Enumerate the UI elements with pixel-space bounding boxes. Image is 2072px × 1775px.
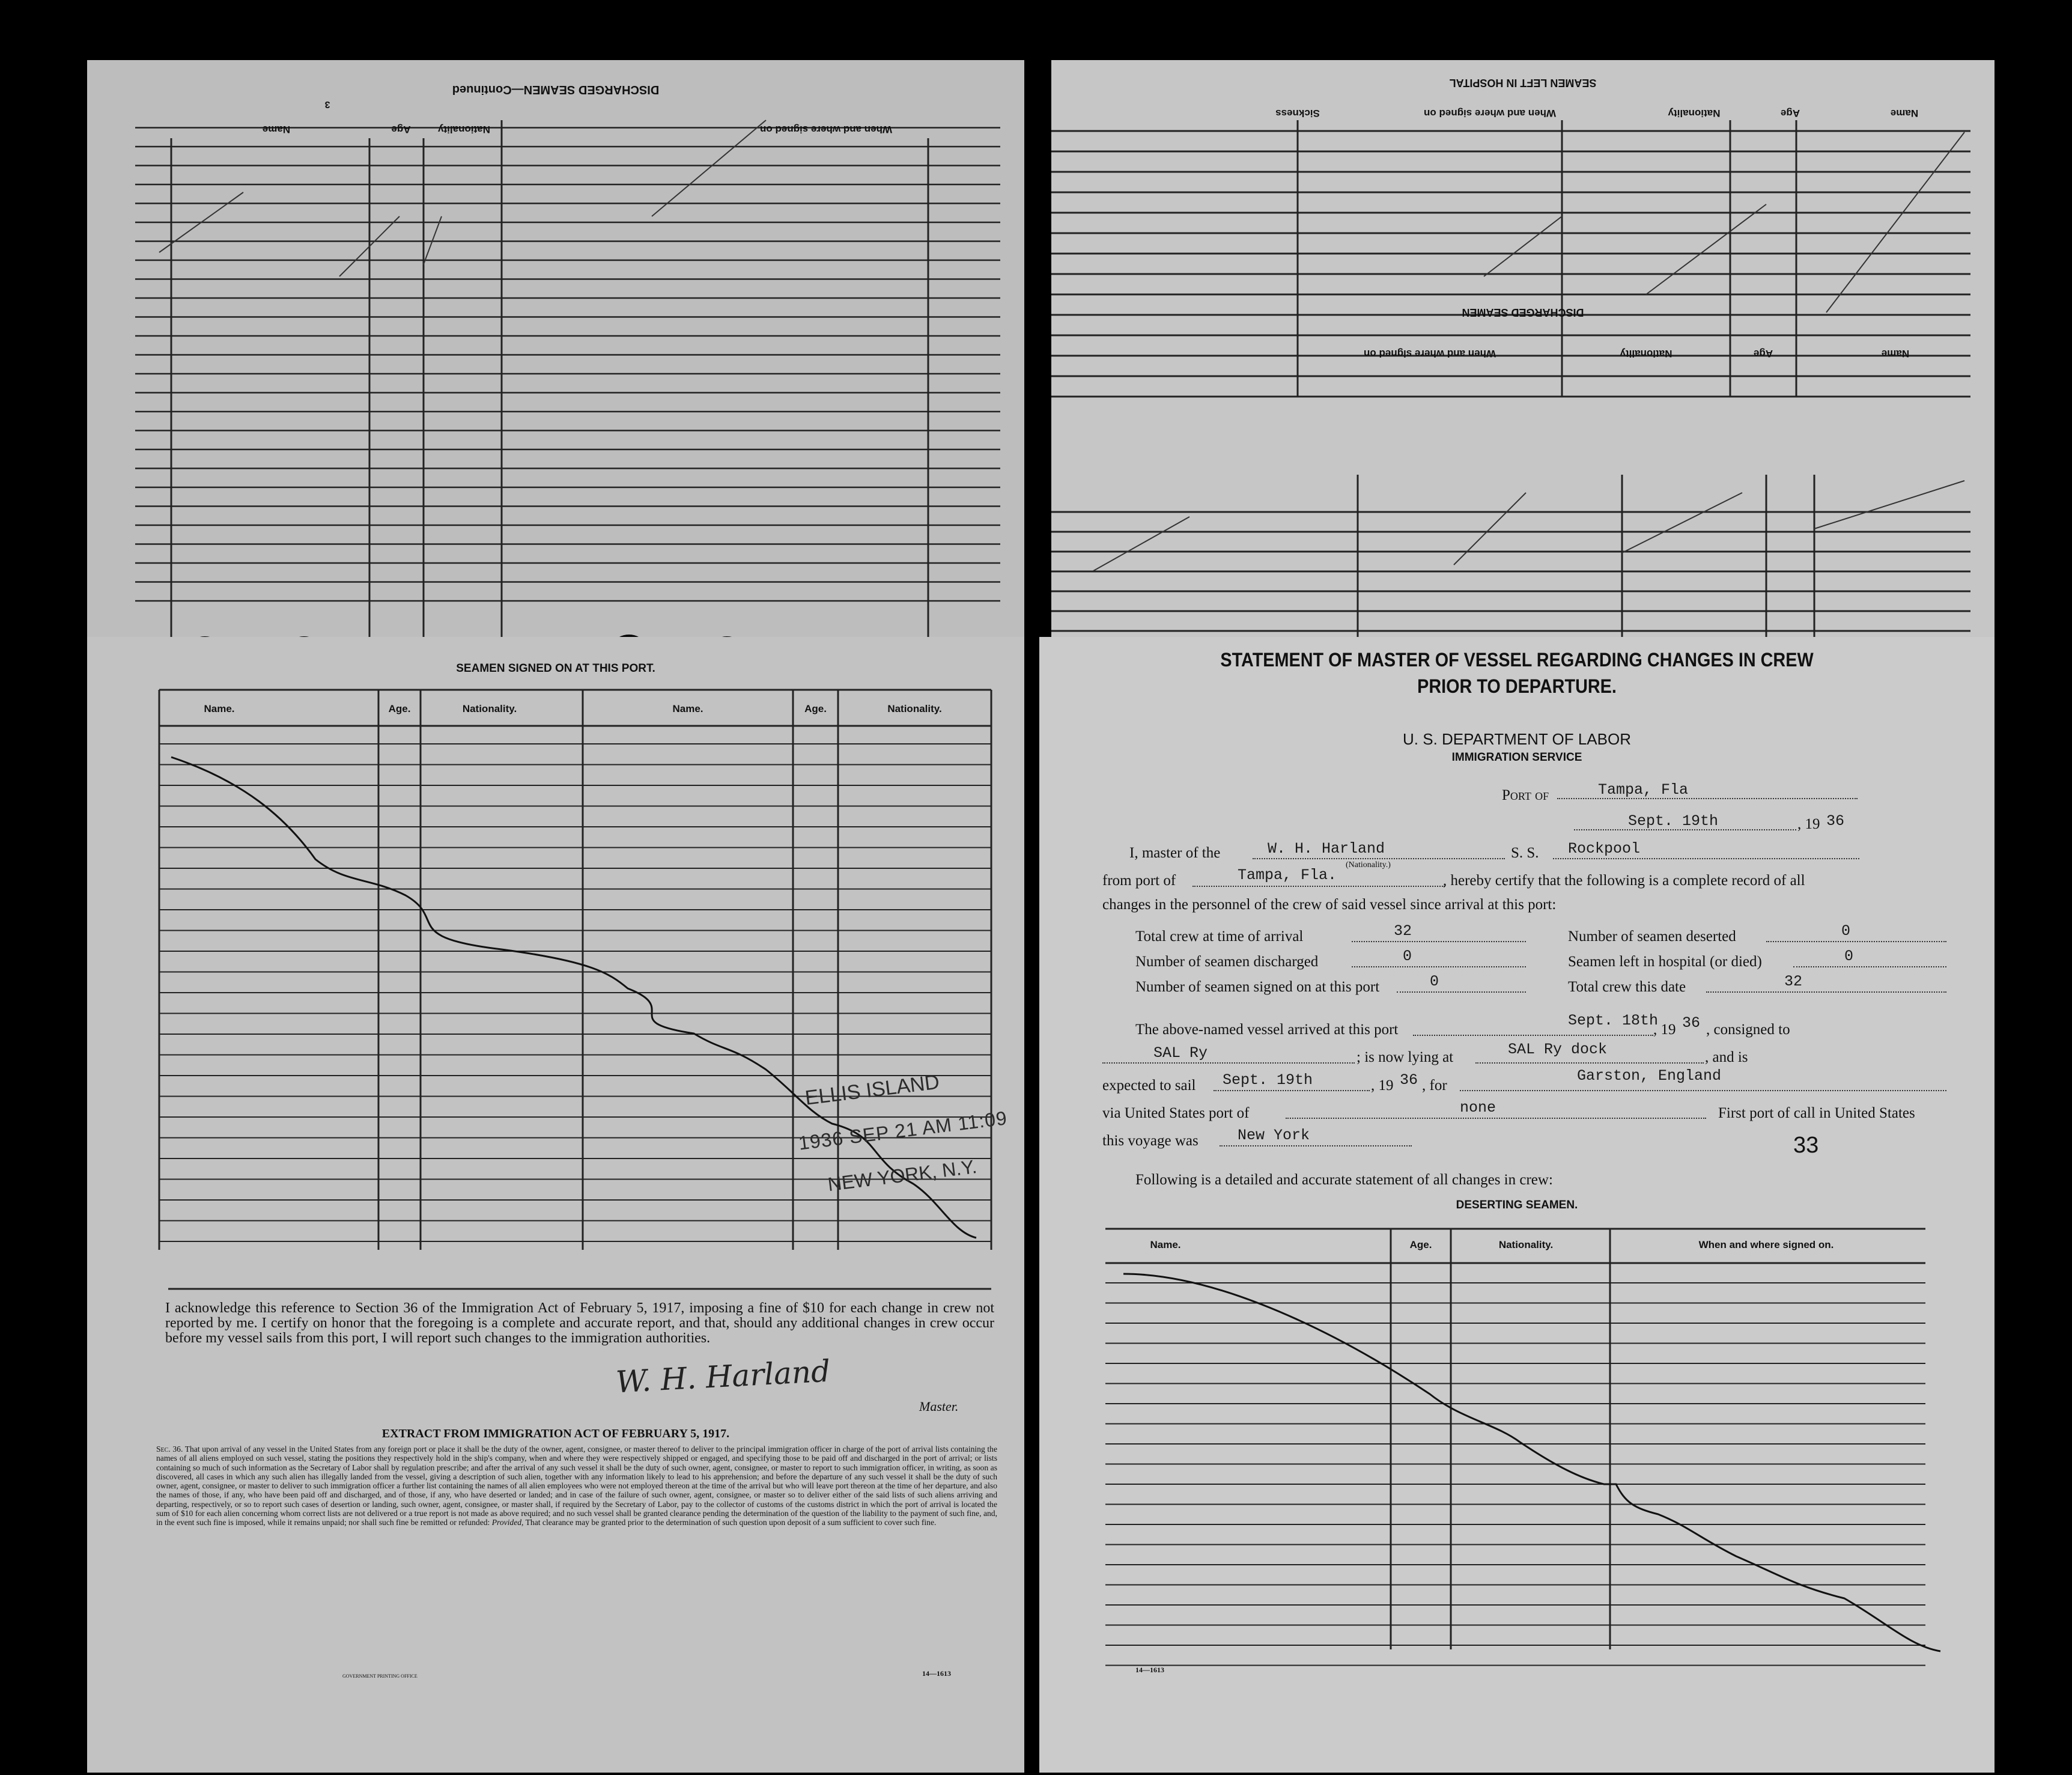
col-header-when-where: When and where signed on (759, 124, 893, 135)
signed-on-title: SEAMEN SIGNED ON AT THIS PORT. (456, 662, 655, 675)
hospital-col-sickness: Sickness (1275, 108, 1320, 119)
cancel-stroke (424, 216, 442, 264)
expected-line (1214, 1090, 1370, 1091)
extract-text (156, 1445, 997, 1527)
stat-value-deserted: 0 (1841, 922, 1851, 940)
voyage-label: this voyage was (1102, 1133, 1199, 1149)
col-header-name: Name (262, 124, 291, 135)
stat-value-total-arrival: 32 (1394, 922, 1412, 940)
col-header-nationality: Nationality (438, 124, 490, 135)
for-label: , for (1422, 1077, 1447, 1094)
ss-label: S. S. (1511, 845, 1539, 861)
stamp-line3: NEW YORK, N.Y. (826, 1155, 978, 1196)
voyage-value: New York (1238, 1127, 1310, 1144)
consigned-label: , consigned to (1706, 1021, 1790, 1038)
stamp-date: 1936 SEP 21 AM 11:09 (797, 1107, 1009, 1154)
page-number: 3 (324, 99, 330, 109)
and-is-label: , and is (1705, 1049, 1748, 1065)
consignee-line (1102, 1062, 1355, 1064)
date-year: 36 (1826, 812, 1845, 830)
port-of-value: Tampa, Fla (1598, 781, 1689, 799)
col-header-age-2: Age. (804, 703, 827, 714)
voyage-line (1220, 1145, 1412, 1146)
stat-line (1397, 991, 1526, 993)
via-line (1286, 1118, 1706, 1119)
acknowledgment-text: I acknowledge this reference to Section 36 of the Immigration Act of February 5, 1917, imposing a fine of $10 for each change in crew not reported by me. I certify on honor that the foregoing is a complete and accurate report, and that, should any additional changes in crew occur before my vessel sails from this port, I will report such changes to the immigration authorities. (165, 1300, 994, 1346)
master-of-label: I, master of the (1129, 845, 1221, 861)
extract-sec: Sec. 36. (156, 1445, 183, 1454)
extract-title: EXTRACT FROM IMMIGRATION ACT OF FEBRUARY 5, 1917. (381, 1427, 730, 1440)
from-port-value: Tampa, Fla. (1238, 866, 1337, 884)
via-label: via United States port of (1102, 1105, 1250, 1121)
stat-value-hospital: 0 (1844, 948, 1854, 965)
via-value: none (1460, 1099, 1496, 1116)
for-value: Garston, England (1577, 1067, 1722, 1085)
col-header-nationality-2: Nationality. (887, 703, 942, 714)
extract-proviso: That clearance may be granted prior to the determination of such question upon deposit of a sum sufficient to cover such fine. (525, 1518, 937, 1527)
stat-label-signed-on: Number of seamen signed on at this port (1135, 979, 1380, 995)
col-header-age: Age (391, 124, 411, 135)
stat-value-total-date: 32 (1784, 973, 1803, 990)
for-line (1460, 1090, 1946, 1091)
deserting-col-age: Age. (1409, 1239, 1432, 1250)
cancel-stroke (1646, 204, 1766, 294)
nationality-hint: (Nationality.) (1346, 860, 1391, 869)
master-label: Master. (919, 1399, 959, 1414)
hospital-col-name: Name (1890, 108, 1919, 119)
stat-line (1766, 941, 1946, 942)
discharged-continued-sheet (87, 60, 1024, 637)
cancel-stroke (1814, 481, 1964, 529)
deserting-col-when-where: When and where signed on. (1698, 1239, 1834, 1250)
stat-label-total-arrival: Total crew at time of arrival (1135, 928, 1304, 945)
stat-line (1352, 941, 1526, 942)
discharged-continued-rules (87, 60, 1024, 637)
date-value: Sept. 19th (1628, 812, 1719, 830)
port-of-label: Port of (1502, 787, 1549, 803)
service-name: IMMIGRATION SERVICE (1451, 751, 1582, 764)
statement-sheet (1039, 637, 1995, 1773)
cancel-curve (1123, 1274, 1940, 1651)
discharged-col-when-where: When and where signed on (1363, 348, 1496, 359)
stat-value-discharged: 0 (1403, 948, 1412, 965)
arrived-year: 36 (1682, 1014, 1701, 1032)
form-number: 14—1613 (1135, 1666, 1164, 1674)
changes-text: changes in the personnel of the crew of said vessel since arrival at this port: (1102, 897, 1557, 913)
discharged-col-name: Name (1881, 348, 1910, 359)
cancel-stroke (1622, 493, 1742, 553)
statement-title-line1: STATEMENT OF MASTER OF VESSEL REGARDING CHANGES IN CREW (1220, 649, 1814, 671)
discharged-title: DISCHARGED SEAMEN (1462, 306, 1584, 318)
handwritten-page-number: 33 (1793, 1133, 1819, 1158)
master-of-line (1253, 858, 1505, 859)
hospital-col-when-where: When and where signed on (1423, 108, 1557, 119)
stamp-line1: ELLIS ISLAND (804, 1070, 941, 1110)
discharged-col-nationality: Nationality (1620, 348, 1672, 359)
expected-label: expected to sail (1102, 1077, 1196, 1094)
discharged-hospital-sheet (1051, 60, 1995, 637)
discharged-col-age: Age (1753, 348, 1773, 359)
from-port-label: from port of (1102, 872, 1176, 889)
lying-line (1475, 1062, 1704, 1064)
form-number: 14—1613 (922, 1669, 951, 1678)
consignee-value: SAL Ry (1153, 1044, 1208, 1062)
stat-label-deserted: Number of seamen deserted (1568, 928, 1736, 945)
arrived-year-prefix: , 19 (1653, 1021, 1676, 1038)
date-year-prefix: , 19 (1797, 816, 1820, 832)
first-port-label: First port of call in United States (1718, 1105, 1915, 1121)
expected-year-prefix: , 19 (1371, 1077, 1394, 1094)
following-text: Following is a detailed and accurate statement of all changes in crew: (1135, 1172, 1553, 1188)
deserting-col-nationality: Nationality. (1498, 1239, 1554, 1250)
ss-value: Rockpool (1568, 840, 1641, 857)
arrived-line (1413, 1035, 1653, 1036)
discharged-continued-title: DISCHARGED SEAMEN—Continued (452, 83, 660, 96)
cancel-stroke (1826, 132, 1964, 312)
deserting-col-name: Name. (1150, 1239, 1181, 1250)
stat-line (1706, 991, 1946, 993)
stat-label-hospital: Seamen left in hospital (or died) (1568, 954, 1762, 970)
stat-value-signed-on: 0 (1430, 973, 1439, 990)
cancel-stroke (1484, 216, 1562, 276)
col-header-name-2: Name. (672, 703, 703, 714)
master-signature: W. H. Harland (615, 1353, 831, 1400)
arrived-label: The above-named vessel arrived at this port (1135, 1021, 1399, 1038)
certify-text: , hereby certify that the following is a complete record of all (1443, 872, 1805, 889)
hospital-col-nationality: Nationality (1668, 108, 1721, 119)
hospital-col-age: Age (1780, 108, 1800, 119)
department-name: U. S. DEPARTMENT OF LABOR (1403, 730, 1631, 748)
statement-title-line2: PRIOR TO DEPARTURE. (1417, 675, 1617, 697)
stat-label-discharged: Number of seamen discharged (1135, 954, 1319, 970)
col-header-name: Name. (204, 703, 235, 714)
arrived-value: Sept. 18th (1568, 1012, 1659, 1029)
lying-value: SAL Ry dock (1508, 1041, 1608, 1058)
expected-year: 36 (1400, 1071, 1418, 1089)
cancel-stroke (1093, 517, 1189, 571)
stat-line (1352, 966, 1526, 967)
expected-value: Sept. 19th (1223, 1071, 1313, 1089)
stat-line (1793, 966, 1946, 967)
cancel-stroke (1454, 493, 1526, 565)
extract-body: That upon arrival of any vessel in the United States from any foreign port or place it shall be the duty of the owner, agent, consignee, or master thereof to deliver to the principal immigration officer in charge of the port of arrival lists containing the names of all aliens employed on such vessel, stating the positions they respectively hold in the ship's company, when and where they were respectively shipped or engaged, and specifying those to be paid off and discharged in the port of arrival; or lists containing so much of such information as the Secretary of Labor shall by regulation prescribe; and after the arrival of any such vessel it shall be the duty of such owner, agent, consignee, or master to report to such immigration officer, in writing, as soon as discovered, all cases in which any such alien has illegally landed from the vessel, giving a description of such alien, together with any information likely to lead to his apprehension; and before the departure of any such vessel it shall be the duty of such owner, agent, consignee, or master to deliver to such immigration officer a further list containing the names of all alien employees who were not employed thereon at the time of the arrival but who will leave port thereon at the time of her departure, and also the names of those, if any, who have been paid off and discharged, and of those, if any, who have deserted or landed; and in case of the failure of such owner, agent, consignee, or master so to deliver either of the said lists of such aliens arriving and departing, respectively, or so to report such cases of desertion or landing, such owner, agent, consignee, or master shall, if required by the Secretary of Labor, pay to the collector of customs of the customs district in which the port of arrival is located the sum of $10 for each alien concerning whom correct lists are not delivered or a true report is not made as above required; and no such vessel shall be granted clearance pending the determination of the question of the liability to the payment of such fine, and, in the event such fine is imposed, while it remains unpaid; nor shall such fine be remitted or refunded: (156, 1445, 997, 1527)
ss-line (1553, 858, 1859, 859)
deserting-title: DESERTING SEAMEN. (1456, 1199, 1578, 1211)
lying-label: ; is now lying at (1357, 1049, 1454, 1065)
col-header-age: Age. (388, 703, 411, 714)
signed-on-sheet (87, 637, 1024, 1773)
extract-proviso-lead: Provided, (491, 1518, 524, 1527)
printer-mark: GOVERNMENT PRINTING OFFICE (342, 1673, 418, 1679)
col-header-nationality: Nationality. (462, 703, 517, 714)
hospital-title: SEAMEN LEFT IN HOSPITAL (1449, 77, 1597, 89)
stat-label-total-date: Total crew this date (1568, 979, 1686, 995)
master-of-value: W. H. Harland (1268, 840, 1385, 857)
from-port-line (1192, 886, 1445, 887)
